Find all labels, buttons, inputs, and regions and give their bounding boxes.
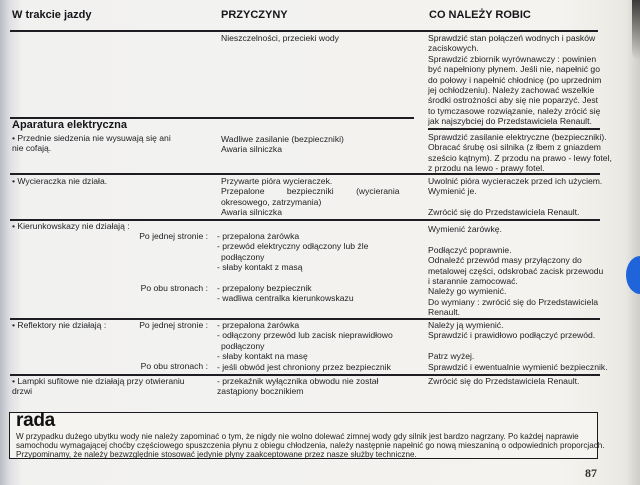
text-line: W przypadku dużego ubytku wody nie należy zapominać o tym, że nigdy nie wolno dolewać zimnej wody gdy silnik jest bardzo nagrzany. Po każdej naprawie (16, 432, 579, 441)
text-line: Uwolnić pióra wycieraczek przed ich użyciem. (428, 176, 603, 186)
row-rule (10, 173, 600, 175)
action-wiper (428, 176, 602, 218)
text-line: podłączony (221, 340, 265, 351)
text-line: Sprawdzić i prawidłowo podłączyć przewód. (428, 330, 596, 341)
text-line: Podłączyć poprawnie. (428, 244, 512, 255)
cause-dome-lights (217, 376, 378, 397)
text-line: - przepalony bezpiecznik (217, 283, 312, 293)
advice-title: rada (16, 410, 55, 431)
text-line: Wadliwe zasilanie (bezpieczniki) (221, 134, 344, 144)
header-actions: CO NALEŻY ROBIC (429, 9, 531, 21)
header-causes: PRZYCZYNY (221, 9, 288, 21)
text-line: Należy go wymienić. (428, 286, 507, 297)
page-number: 87 (585, 466, 597, 480)
text-line: Sprawdzić i ewentualnie wymienić bezpiecznik. (428, 361, 608, 372)
problem-dome-lights (12, 376, 185, 397)
cause-seats (221, 134, 344, 155)
text-line: Wymienić żarówkę. (428, 224, 502, 234)
text-line: - jeśli obwód jest chroniony przez bezpiecznik (217, 361, 391, 372)
text-line: środki ostrożności aby się nie poparzyć. Jest (428, 95, 599, 106)
text-line: z przodu na lewo - prawy fotel. (428, 163, 545, 174)
text-line (428, 197, 602, 207)
text-line: metalowej części, odskrobać zacisk przewodu (428, 265, 604, 276)
cause-wiper (221, 176, 400, 218)
chapter-tab-marker (626, 256, 640, 294)
sub-one-side: Po jednej stronie : (139, 320, 208, 330)
advice-text (16, 432, 605, 460)
header-situation: W trakcie jazdy (12, 9, 92, 21)
text-line: - odłączony przewód lub zacisk nieprawidłowo (217, 330, 393, 341)
advice-box (9, 410, 605, 460)
text-line: zastąpiony bocznikiem (217, 386, 304, 397)
text-line: - słaby kontakt z masą (217, 262, 303, 273)
text-line: Renault. (428, 307, 461, 318)
cause-headlights (217, 320, 393, 372)
text-line: Wymienić je. (428, 186, 477, 197)
text-line: Sprawdzić stan połączeń wodnych i pasków (428, 33, 596, 43)
text-line: do połowy i napełnić chłodnicę (po uprzednim (428, 74, 602, 85)
cause-indicators-one-side (217, 231, 368, 273)
text-line: jak najszybciej do Przedstawiciela Renault. (428, 116, 592, 127)
text-line: - przekaźnik wyłącznika obwodu nie został (217, 376, 379, 386)
text-line: podłączony (221, 251, 265, 262)
text-line: jej ochłodzeniu). Należy zachować wszelkie (428, 85, 595, 96)
text-line (428, 234, 603, 244)
problem-headlights: • Reflektory nie działają : (12, 320, 107, 330)
text-line: - przepalona żarówka (217, 231, 300, 241)
action-dome-lights: Zwrócić się do Przedstawiciela Renault. (428, 376, 580, 386)
text-line: • Lampki sufitowe nie działają przy otwieraniu (12, 376, 185, 386)
text-line: i starannie zamocować. (428, 276, 518, 287)
text-line: sześcio kątnym). Z przodu na prawo - lewy fotel, (428, 152, 612, 163)
sub-one-side: Po jednej stronie : (139, 231, 208, 241)
text-line: Awaria silniczka (221, 144, 282, 155)
text-line: to tymczasowe rozwiązanie, należy zrócić się (428, 105, 601, 116)
text-line: • Przednie siedzenia nie wysuwają się ani (12, 133, 171, 143)
text-line: Przypominamy, że należy bezwzględnie stosować jedynie płyny zaakceptowane przez nasze służby techniczne. (16, 450, 417, 460)
problem-seats (12, 133, 171, 154)
sub-both-sides: Po obu stronach : (140, 361, 208, 371)
cause-indicators-both-sides (217, 283, 354, 304)
text-line: Zwrócić się do Przedstawiciela Renault. (428, 207, 580, 218)
text-line: drzwi (12, 386, 33, 397)
action-headlights (428, 320, 608, 372)
problem-indicators: • Kierunkowskazy nie działają : (12, 221, 130, 231)
problem-wiper: • Wycieraczka nie działa. (12, 176, 108, 186)
text-line: - słaby kontakt na masę (217, 351, 308, 362)
text-line: Sprawdzić zasilanie elektryczne (bezpieczniki). (428, 132, 607, 142)
text-line: okresowego, zatrzymania) (221, 196, 322, 207)
text-line (428, 341, 608, 351)
text-line: Obracać śrubę osi silnika (z łbem z gniazdem (428, 142, 601, 153)
text-line: Sprawdzić zbiornik wyrównawczy : powinien (428, 53, 597, 64)
text-line: Odnaleźć przewód masy przyłączony do (428, 255, 582, 266)
text-line: - przepalona żarówka (217, 320, 300, 330)
section-title-electrical: Aparatura elektryczna (12, 119, 127, 131)
text-line: być napełniony płynem. Jeśli nie, napełnić go (428, 64, 600, 75)
text-line: Należy ją wymienić. (428, 320, 504, 330)
text-line: nie cofają. (12, 143, 52, 154)
action-indicators (428, 224, 603, 318)
text-line: samochodu wymagającej choćby częściowego spuszczenia płynu z obiegu chłodzenia, należy następnie napełnić go nową mieszaniną o odpowiednich proporcjach. (16, 441, 605, 451)
text-line: zaciskowych. (428, 43, 479, 54)
text-line: Do wymiany : zwrócić się do Przedstawiciela (428, 296, 599, 307)
page-edge-shadow (632, 0, 640, 60)
text-line: - przewód elektryczny odłączony lub źle (217, 241, 369, 252)
text-line: Przepalone bezpieczniki (wycierania (221, 186, 400, 197)
text-line: Awaria silniczka (221, 207, 282, 218)
action-seats (428, 132, 612, 174)
action-water (428, 33, 601, 127)
cause-water: Nieszczelności, przecieki wody (221, 33, 339, 43)
text-line: Przywarte pióra wycieraczek. (221, 176, 333, 186)
sub-both-sides: Po obu stronach : (140, 283, 208, 293)
header-rule (10, 30, 598, 32)
text-line: - wadliwa centralka kierunkowskazu (217, 293, 354, 304)
text-line: Patrz wyżej. (428, 351, 475, 362)
row-rule (428, 128, 600, 130)
